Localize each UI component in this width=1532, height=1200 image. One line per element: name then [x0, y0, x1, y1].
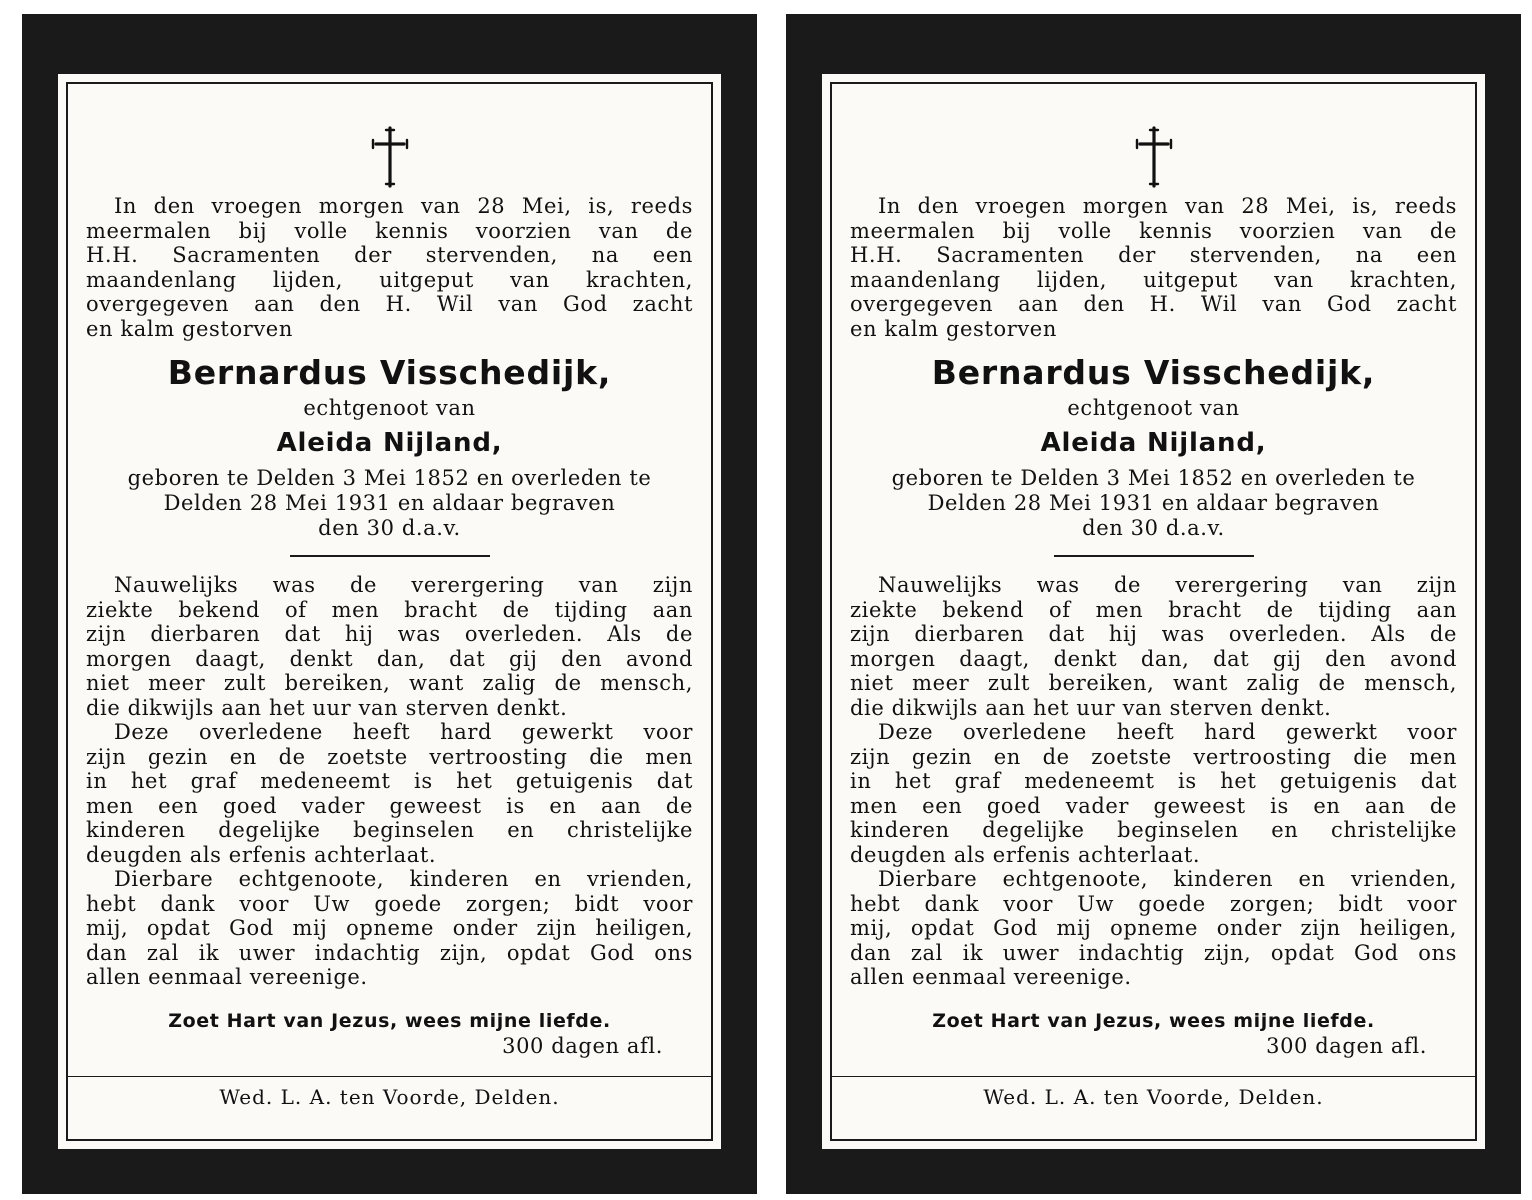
birth-line: geboren te Delden 3 Mei 1852 en overleden te	[127, 466, 652, 490]
body-line: Deze overledene heeft hard gewerkt voor	[878, 720, 1457, 744]
intro-line: H.H. Sacramenten der stervenden, na een	[86, 243, 693, 267]
body-paragraphs	[86, 573, 693, 990]
intro-line: In den vroegen morgen van 28 Mei, is, reeds	[878, 194, 1457, 218]
footer-rule	[832, 1076, 1475, 1077]
intro-line: meermalen bij volle kennis voorzien van de	[850, 218, 1457, 243]
prayer-line: Zoet Hart van Jezus, wees mijne liefde.	[932, 1009, 1375, 1032]
intro-line: en kalm gestorven	[86, 316, 293, 341]
intro-line: overgegeven aan den H. Wil van God zacht	[850, 292, 1457, 316]
body-line: morgen daagt, denkt dan, dat gij den avond	[86, 646, 693, 671]
body-line: die dikwijls aan het uur van sterven denkt.	[86, 695, 568, 720]
intro-paragraph	[86, 194, 693, 341]
body-line: kinderen degelijke beginselen en christelijke	[86, 818, 693, 842]
card-content	[850, 126, 1457, 1149]
intro-line: H.H. Sacramenten der stervenden, na een	[850, 243, 1457, 267]
card-panel	[58, 74, 721, 1149]
intro-line: maandenlang lijden, uitgeput van krachten,	[86, 267, 693, 292]
body-line: dan zal ik uwer indachtig zijn, opdat God ons	[850, 940, 1457, 965]
memorial-card-right	[786, 14, 1521, 1194]
body-line: Nauwelijks was de verergering van zijn	[114, 573, 693, 597]
body-line: men een goed vader geweest is en aan de	[850, 793, 1457, 818]
spouse-name: Aleida Nijland,	[276, 428, 503, 458]
body-line: niet meer zult bereiken, want zalig de mensch,	[850, 671, 1457, 695]
body-line: kinderen degelijke beginselen en christelijke	[850, 818, 1457, 842]
body-line: in het graf medeneemt is het getuigenis dat	[86, 769, 693, 793]
card-panel	[822, 74, 1485, 1149]
intro-line: overgegeven aan den H. Wil van God zacht	[86, 292, 693, 316]
spouse-label: echtgenoot van	[303, 396, 476, 420]
body-line: hebt dank voor Uw goede zorgen; bidt voor	[850, 891, 1457, 916]
prayer-line: Zoet Hart van Jezus, wees mijne liefde.	[168, 1009, 611, 1032]
spouse-name: Aleida Nijland,	[1040, 428, 1267, 458]
body-line: hebt dank voor Uw goede zorgen; bidt voor	[86, 891, 693, 916]
body-line: zijn dierbaren dat hij was overleden. Als de	[850, 622, 1457, 646]
body-paragraphs	[850, 573, 1457, 990]
printer-credit: Wed. L. A. ten Voorde, Delden.	[219, 1085, 560, 1109]
deceased-name: Bernardus Visschedijk,	[167, 353, 612, 392]
printer-credit: Wed. L. A. ten Voorde, Delden.	[983, 1085, 1324, 1109]
divider-rule	[1054, 555, 1254, 557]
birth-line: Delden 28 Mei 1931 en aldaar begraven	[163, 491, 616, 515]
body-line: ziekte bekend of men bracht de tijding aan	[86, 597, 693, 622]
body-line: allen eenmaal vereenige.	[850, 965, 1132, 989]
body-line: zijn gezin en de zoetste vertroosting die men	[86, 744, 693, 769]
birth-line: den 30 d.a.v.	[1082, 516, 1225, 540]
spouse-label: echtgenoot van	[1067, 396, 1240, 420]
birth-line: geboren te Delden 3 Mei 1852 en overleden te	[891, 466, 1416, 490]
body-line: Dierbare echtgenoote, kinderen en vrienden,	[114, 867, 693, 891]
card-content	[86, 126, 693, 1149]
body-line: die dikwijls aan het uur van sterven denkt.	[850, 695, 1332, 720]
body-line: ziekte bekend of men bracht de tijding aan	[850, 597, 1457, 622]
divider-rule	[290, 555, 490, 557]
body-line: men een goed vader geweest is en aan de	[86, 793, 693, 818]
footer-rule	[68, 1076, 711, 1077]
body-line: Dierbare echtgenoote, kinderen en vrienden,	[878, 867, 1457, 891]
cross-icon	[1132, 126, 1176, 188]
indulgence-line: 300 dagen afl.	[1266, 1033, 1427, 1058]
body-line: allen eenmaal vereenige.	[86, 965, 368, 989]
deceased-name: Bernardus Visschedijk,	[931, 353, 1376, 392]
body-line: mij, opdat God mij opneme onder zijn heiligen,	[850, 916, 1457, 940]
birth-line: den 30 d.a.v.	[318, 516, 461, 540]
indulgence-line: 300 dagen afl.	[502, 1033, 663, 1058]
intro-line: en kalm gestorven	[850, 316, 1057, 341]
body-line: in het graf medeneemt is het getuigenis dat	[850, 769, 1457, 793]
birth-death-details	[86, 466, 693, 541]
birth-line: Delden 28 Mei 1931 en aldaar begraven	[927, 491, 1380, 515]
body-line: zijn dierbaren dat hij was overleden. Als de	[86, 622, 693, 646]
body-line: deugden als erfenis achterlaat.	[86, 842, 437, 867]
body-line: Deze overledene heeft hard gewerkt voor	[114, 720, 693, 744]
body-line: deugden als erfenis achterlaat.	[850, 842, 1201, 867]
body-line: niet meer zult bereiken, want zalig de mensch,	[86, 671, 693, 695]
body-line: dan zal ik uwer indachtig zijn, opdat God ons	[86, 940, 693, 965]
body-line: mij, opdat God mij opneme onder zijn heiligen,	[86, 916, 693, 940]
intro-line: maandenlang lijden, uitgeput van krachten,	[850, 267, 1457, 292]
intro-line: In den vroegen morgen van 28 Mei, is, reeds	[114, 194, 693, 218]
memorial-card-left	[22, 14, 757, 1194]
birth-death-details	[850, 466, 1457, 541]
body-line: morgen daagt, denkt dan, dat gij den avond	[850, 646, 1457, 671]
intro-line: meermalen bij volle kennis voorzien van de	[86, 218, 693, 243]
intro-paragraph	[850, 194, 1457, 341]
body-line: Nauwelijks was de verergering van zijn	[878, 573, 1457, 597]
body-line: zijn gezin en de zoetste vertroosting die men	[850, 744, 1457, 769]
cross-icon	[368, 126, 412, 188]
